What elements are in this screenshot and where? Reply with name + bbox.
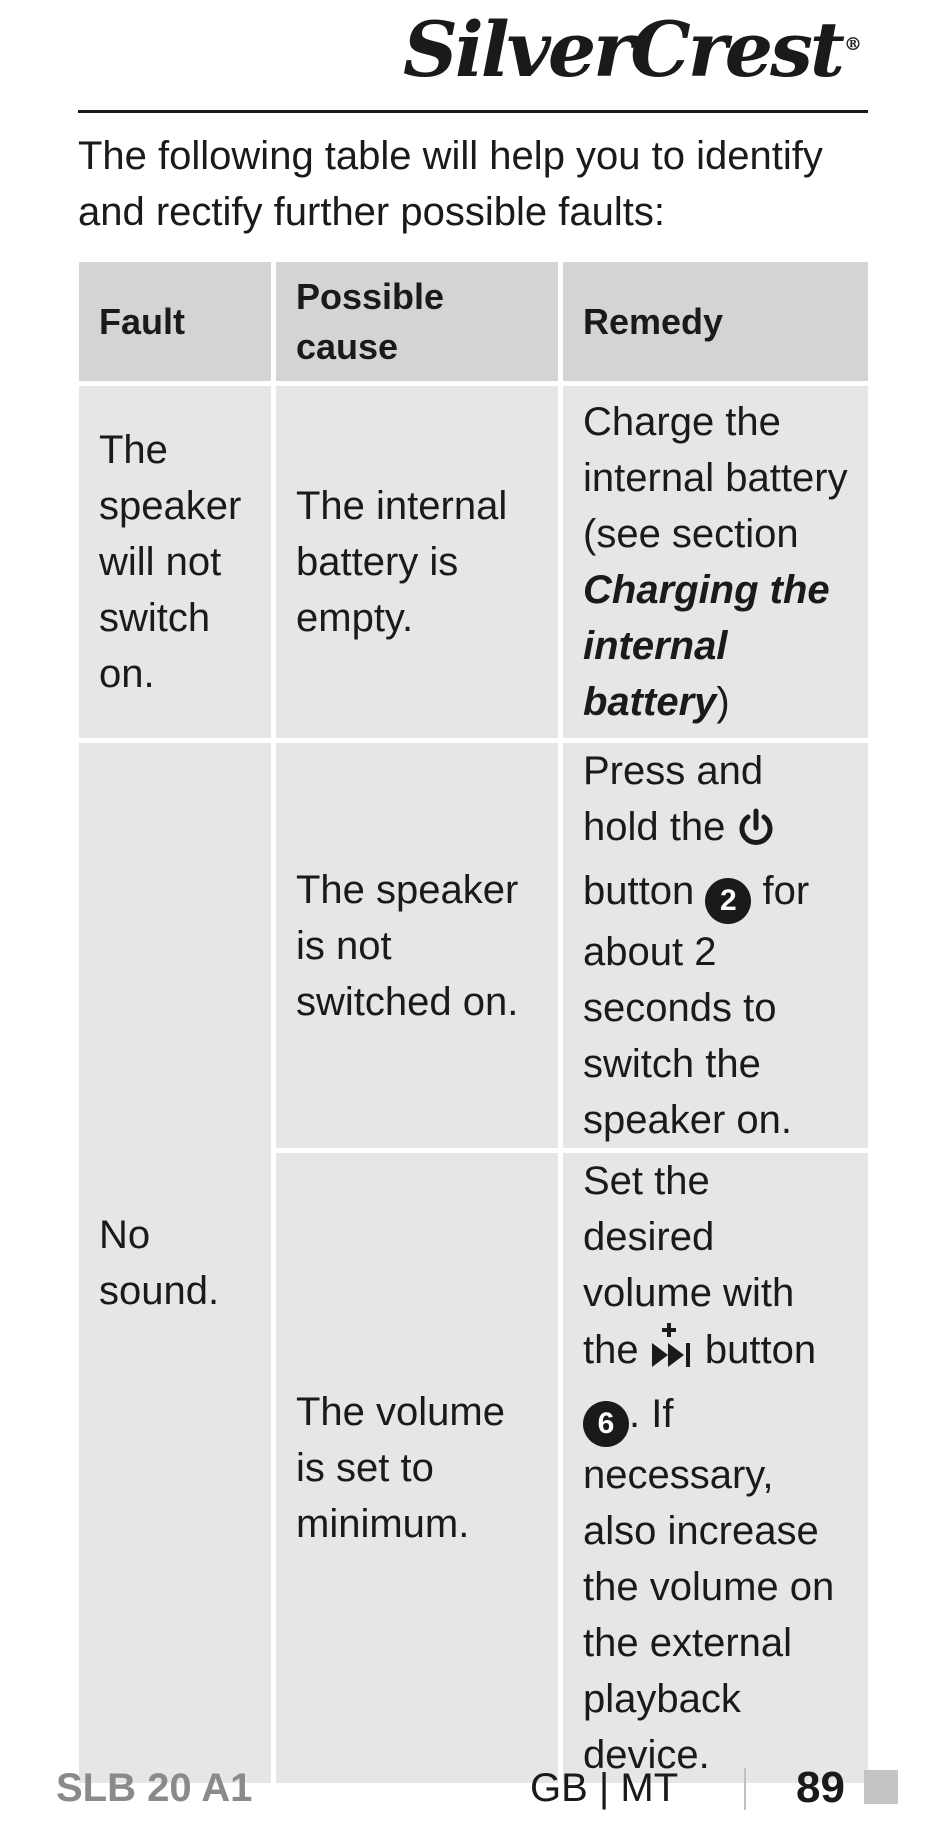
language-codes: GB | MT <box>530 1766 679 1810</box>
remedy-cell <box>563 743 868 1148</box>
header-rule <box>78 110 868 113</box>
power-icon <box>736 807 776 863</box>
fault-cell: The speaker will not switch on. <box>79 386 271 738</box>
remedy-text-end: . If necessary, also increase the volume on the external playback device. <box>583 1392 835 1777</box>
remedy-cell <box>563 1153 868 1783</box>
remedy-text: Charge the internal battery (see section <box>583 400 848 556</box>
remedy-section-reference: Charging the internal battery <box>583 568 830 724</box>
intro-paragraph: The following table will help you to identify and rectify further possible faults: <box>78 134 823 234</box>
remedy-text-button: button <box>583 869 695 913</box>
remedy-text-end: for about 2 seconds to switch the speaker on. <box>583 869 810 1142</box>
page-number: 89 <box>796 1763 845 1812</box>
registered-mark: ® <box>844 33 862 55</box>
volume-up-next-icon <box>650 1321 694 1386</box>
button-number-badge: 6 <box>583 1401 629 1447</box>
table-row <box>79 386 868 738</box>
fault-cell: No sound. <box>79 743 271 1783</box>
header-possible-cause: Possible cause <box>276 262 558 381</box>
remedy-text: Set the desired volume with the <box>583 1159 795 1372</box>
table-row <box>79 743 868 1148</box>
button-number-badge: 2 <box>705 878 751 924</box>
cause-cell: The speaker is not switched on. <box>276 743 558 1148</box>
model-number: SLB 20 A1 <box>56 1766 253 1810</box>
header-fault: Fault <box>79 262 271 381</box>
remedy-text-button: button <box>704 1328 817 1372</box>
troubleshooting-table <box>74 257 873 1788</box>
remedy-text: Press and hold the <box>583 749 764 849</box>
header-remedy: Remedy <box>563 262 868 381</box>
brand-logo: SilverCrest ® <box>403 5 862 94</box>
remedy-cell <box>563 386 868 738</box>
remedy-text-end: ) <box>716 680 730 724</box>
footer-divider <box>744 1768 746 1810</box>
page-marker-square <box>864 1770 898 1804</box>
page-footer <box>56 1760 894 1816</box>
table-header-row <box>79 262 868 381</box>
cause-cell: The internal battery is empty. <box>276 386 558 738</box>
cause-cell: The volume is set to minimum. <box>276 1153 558 1783</box>
